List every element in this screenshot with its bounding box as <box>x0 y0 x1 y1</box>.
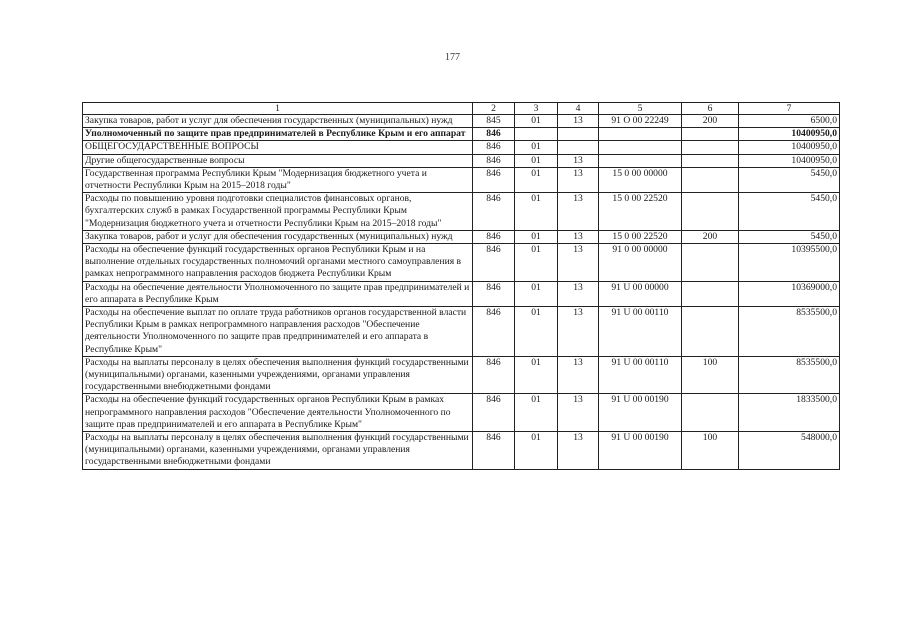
amount-cell: 5450,0 <box>739 193 840 231</box>
amount-cell: 8535500,0 <box>739 356 840 394</box>
subsection-code-cell <box>558 128 599 141</box>
target-article-cell: 91 0 00 00000 <box>599 244 682 282</box>
row-name-cell: Расходы на выплаты персоналу в целях обеспечения выполнения функций государственными (муниципальными) органами, казенными учреждениями, органами управления государственными внебюджетными фондами <box>83 432 473 470</box>
amount-cell: 10395500,0 <box>739 244 840 282</box>
section-code-cell: 01 <box>515 281 558 306</box>
ministry-code-cell: 846 <box>473 128 515 141</box>
section-code-cell: 01 <box>515 244 558 282</box>
target-article-cell: 15 0 00 22520 <box>599 193 682 231</box>
ministry-code-cell: 846 <box>473 244 515 282</box>
subsection-code-cell: 13 <box>558 307 599 357</box>
table-row <box>83 281 840 306</box>
subsection-code-cell: 13 <box>558 394 599 432</box>
column-header: 7 <box>739 103 840 115</box>
target-article-cell <box>599 141 682 154</box>
table-row <box>83 432 840 470</box>
table-row <box>83 167 840 192</box>
row-name-cell: Расходы на выплаты персоналу в целях обеспечения выполнения функций государственными (муниципальными) органами, казенными учреждениями, органами управления государственными внебюджетными фондами <box>83 356 473 394</box>
table-row <box>83 115 840 128</box>
row-name-cell: Расходы на обеспечение выплат по оплате труда работников органов государственной власти Республики Крым в рамках непрограммного направления расходов "Обеспечение деятельности Уполномоченного по защите прав предпринимателей и его аппарата в Республике Крым" <box>83 307 473 357</box>
expense-type-cell <box>682 128 739 141</box>
amount-cell: 8535500,0 <box>739 307 840 357</box>
expense-type-cell <box>682 167 739 192</box>
row-name-cell: Расходы на обеспечение деятельности Уполномоченного по защите прав предпринимателей и его аппарата в Республике Крым <box>83 281 473 306</box>
section-code-cell: 01 <box>515 230 558 243</box>
header-row <box>83 103 840 115</box>
subsection-code-cell: 13 <box>558 167 599 192</box>
amount-cell: 10400950,0 <box>739 141 840 154</box>
row-name-cell: Расходы по повышению уровня подготовки специалистов финансовых органов, бухгалтерских служб в рамках Государственной программы Республики Крым "Модернизация бюджетного учета и отчетности Республики Крым на 2015–2018 годы" <box>83 193 473 231</box>
amount-cell: 5450,0 <box>739 230 840 243</box>
section-code-cell <box>515 128 558 141</box>
subsection-code-cell: 13 <box>558 154 599 167</box>
target-article-cell: 15 0 00 22520 <box>599 230 682 243</box>
column-header: 6 <box>682 103 739 115</box>
column-header: 1 <box>83 103 473 115</box>
ministry-code-cell: 845 <box>473 115 515 128</box>
expense-type-cell <box>682 193 739 231</box>
ministry-code-cell: 846 <box>473 141 515 154</box>
table-row <box>83 128 840 141</box>
section-code-cell: 01 <box>515 394 558 432</box>
target-article-cell <box>599 154 682 167</box>
subsection-code-cell: 13 <box>558 230 599 243</box>
column-header: 3 <box>515 103 558 115</box>
subsection-code-cell: 13 <box>558 193 599 231</box>
table-row <box>83 154 840 167</box>
target-article-cell: 91 U 00 00110 <box>599 307 682 357</box>
expense-type-cell: 100 <box>682 356 739 394</box>
expense-type-cell: 200 <box>682 115 739 128</box>
budget-table <box>82 102 840 470</box>
row-name-cell: Закупка товаров, работ и услуг для обеспечения государственных (муниципальных) нужд <box>83 115 473 128</box>
section-code-cell: 01 <box>515 193 558 231</box>
ministry-code-cell: 846 <box>473 432 515 470</box>
amount-cell: 5450,0 <box>739 167 840 192</box>
amount-cell: 10369000,0 <box>739 281 840 306</box>
expense-type-cell: 200 <box>682 230 739 243</box>
expense-type-cell <box>682 394 739 432</box>
amount-cell: 1833500,0 <box>739 394 840 432</box>
table-row <box>83 356 840 394</box>
section-code-cell: 01 <box>515 167 558 192</box>
ministry-code-cell: 846 <box>473 356 515 394</box>
subsection-code-cell: 13 <box>558 356 599 394</box>
subsection-code-cell: 13 <box>558 115 599 128</box>
column-header: 4 <box>558 103 599 115</box>
section-code-cell: 01 <box>515 141 558 154</box>
row-name-cell: Государственная программа Республики Крым "Модернизация бюджетного учета и отчетности Республики Крым на 2015–2018 годы" <box>83 167 473 192</box>
target-article-cell: 91 U 00 00190 <box>599 432 682 470</box>
ministry-code-cell: 846 <box>473 193 515 231</box>
row-name-cell: Другие общегосударственные вопросы <box>83 154 473 167</box>
ministry-code-cell: 846 <box>473 154 515 167</box>
section-code-cell: 01 <box>515 154 558 167</box>
row-name-cell: ОБЩЕГОСУДАРСТВЕННЫЕ ВОПРОСЫ <box>83 141 473 154</box>
row-name-cell: Закупка товаров, работ и услуг для обеспечения государственных (муниципальных) нужд <box>83 230 473 243</box>
expense-type-cell <box>682 307 739 357</box>
table-row <box>83 141 840 154</box>
amount-cell: 10400950,0 <box>739 128 840 141</box>
subsection-code-cell <box>558 141 599 154</box>
section-code-cell: 01 <box>515 115 558 128</box>
row-name-cell: Расходы на обеспечение функций государственных органов Республики Крым в рамках непрограммного направления расходов "Обеспечение деятельности Уполномоченного по защите прав предпринимателей и его аппарата в Республике Крым" <box>83 394 473 432</box>
table-row <box>83 244 840 282</box>
table-row <box>83 394 840 432</box>
row-name-cell: Уполномоченный по защите прав предпринимателей в Республике Крым и его аппарат <box>83 128 473 141</box>
section-code-cell: 01 <box>515 432 558 470</box>
subsection-code-cell: 13 <box>558 281 599 306</box>
table-row <box>83 193 840 231</box>
ministry-code-cell: 846 <box>473 230 515 243</box>
ministry-code-cell: 846 <box>473 394 515 432</box>
amount-cell: 6500,0 <box>739 115 840 128</box>
section-code-cell: 01 <box>515 307 558 357</box>
expense-type-cell <box>682 141 739 154</box>
target-article-cell: 15 0 00 00000 <box>599 167 682 192</box>
target-article-cell: 91 U 00 00110 <box>599 356 682 394</box>
target-article-cell: 91 U 00 00190 <box>599 394 682 432</box>
section-code-cell: 01 <box>515 356 558 394</box>
row-name-cell: Расходы на обеспечение функций государственных органов Республики Крым и на выполнение отдельных государственных полномочий органами местного самоуправления в рамках непрограммного направления расходов бюджета Республики Крым <box>83 244 473 282</box>
target-article-cell: 91 U 00 00000 <box>599 281 682 306</box>
expense-type-cell: 100 <box>682 432 739 470</box>
expense-type-cell <box>682 244 739 282</box>
ministry-code-cell: 846 <box>473 281 515 306</box>
target-article-cell <box>599 128 682 141</box>
ministry-code-cell: 846 <box>473 167 515 192</box>
subsection-code-cell: 13 <box>558 244 599 282</box>
expense-type-cell <box>682 281 739 306</box>
table-body <box>83 115 840 470</box>
target-article-cell: 91 О 00 22249 <box>599 115 682 128</box>
table-row <box>83 307 840 357</box>
column-header: 2 <box>473 103 515 115</box>
page-number: 177 <box>445 52 460 63</box>
column-header: 5 <box>599 103 682 115</box>
subsection-code-cell: 13 <box>558 432 599 470</box>
amount-cell: 548000,0 <box>739 432 840 470</box>
ministry-code-cell: 846 <box>473 307 515 357</box>
amount-cell: 10400950,0 <box>739 154 840 167</box>
expense-type-cell <box>682 154 739 167</box>
table-row <box>83 230 840 243</box>
